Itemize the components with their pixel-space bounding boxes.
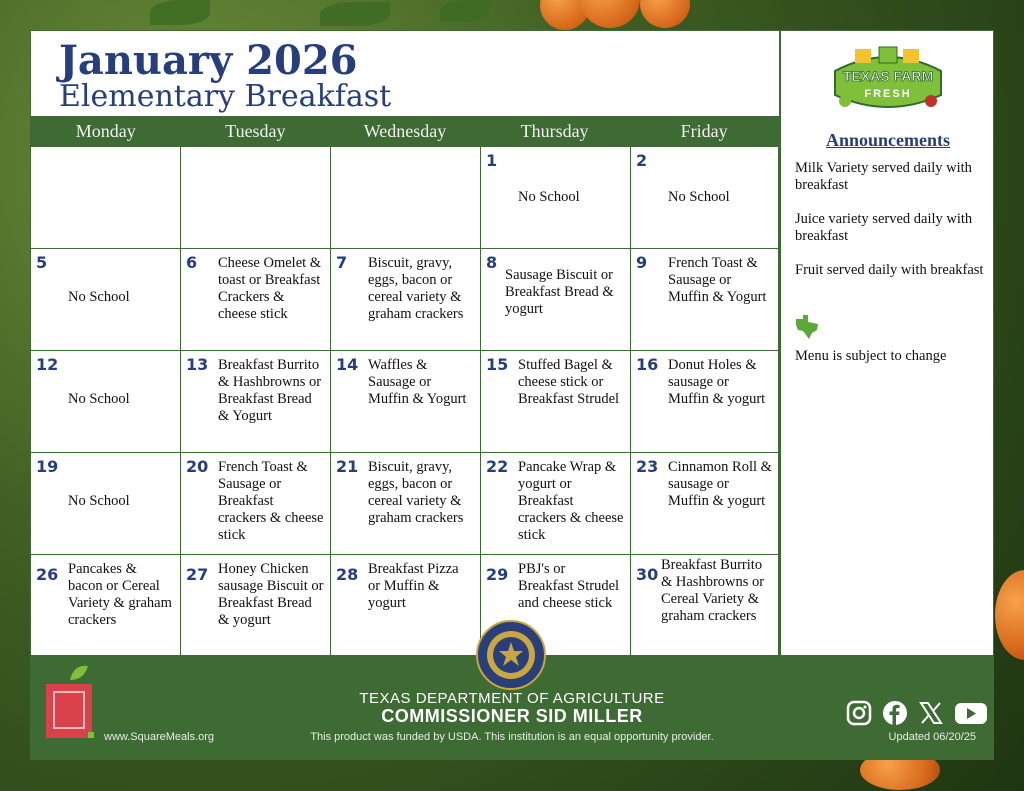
menu-text: Pancakes & bacon or Cereal Variety & graham crackers (68, 561, 172, 628)
x-icon[interactable] (918, 700, 944, 726)
menu-text: Honey Chicken sausage Biscuit or Breakfast Bread & yogurt (218, 561, 324, 628)
calendar-cell (331, 249, 481, 351)
calendar-cell (181, 249, 331, 351)
website-link[interactable]: www.SquareMeals.org (104, 731, 215, 743)
menu-text: Donut Holes & sausage or Muffin & yogurt (668, 357, 766, 407)
calendar-cell (31, 147, 181, 249)
calendar-cell (481, 249, 631, 351)
texas-map-icon (793, 313, 821, 341)
menu-text: Cinnamon Roll & sausage or Muffin & yogurt (668, 459, 772, 509)
calendar-cell (631, 147, 779, 249)
day-number: 2 (636, 151, 648, 170)
menu-text: No School (68, 493, 130, 509)
day-number: 16 (636, 355, 659, 374)
instagram-icon[interactable] (846, 700, 872, 726)
day-number: 7 (336, 253, 348, 272)
announcement-item: Juice variety served daily with breakfast (795, 211, 973, 244)
menu-text: Waffles & Sausage or Muffin & Yogurt (368, 357, 467, 407)
weekday-label: Tuesday (225, 121, 286, 141)
weekday-header (31, 116, 779, 147)
calendar-cell (31, 351, 181, 453)
menu-text: No School (68, 289, 130, 305)
menu-text: Biscuit, gravy, eggs, bacon or cereal variety & graham crackers (368, 459, 464, 526)
day-number: 28 (336, 565, 359, 584)
facebook-icon[interactable] (882, 700, 908, 726)
day-number: 5 (36, 253, 48, 272)
calendar-grid (31, 147, 779, 655)
commissioner-name: COMMISSIONER SID MILLER (381, 706, 643, 726)
announcement-item: Menu is subject to change (795, 348, 947, 364)
calendar-panel (30, 30, 780, 656)
weekday-label: Wednesday (363, 121, 447, 141)
page-title: January 2026 (59, 37, 358, 84)
announcement-item: Fruit served daily with breakfast (795, 262, 984, 278)
calendar-cell (631, 453, 779, 555)
day-number: 26 (36, 565, 59, 584)
menu-text: Cheese Omelet & toast or Breakfast Crackers & cheese stick (218, 255, 322, 322)
menu-text: No School (518, 189, 580, 205)
announcement-item: Milk Variety served daily with breakfast (795, 160, 972, 193)
department-seal (476, 620, 546, 690)
menu-text: No School (668, 189, 730, 205)
calendar-cell (31, 453, 181, 555)
calendar-cell (331, 147, 481, 249)
menu-text: Biscuit, gravy, eggs, bacon or cereal variety & graham crackers (368, 255, 464, 322)
texas-farm-fresh-logo (827, 43, 949, 121)
weekday-label: Thursday (520, 121, 589, 141)
day-number: 8 (486, 253, 498, 272)
menu-text: Breakfast Burrito & Hashbrowns or Breakfast Bread & Yogurt (218, 357, 322, 424)
updated-date: Updated 06/20/25 (888, 731, 976, 743)
calendar-cell (181, 555, 331, 657)
calendar-cell (31, 555, 181, 657)
logo-text-top: TEXAS FARM (842, 68, 934, 84)
menu-text: Breakfast Pizza or Muffin & yogurt (368, 561, 459, 611)
day-number: 20 (186, 457, 209, 476)
calendar-cell (631, 351, 779, 453)
calendar-cell (631, 249, 779, 351)
day-number: 21 (336, 457, 359, 476)
day-number: 30 (636, 565, 659, 584)
announcements-panel (780, 30, 994, 656)
calendar-cell (481, 351, 631, 453)
menu-text: French Toast & Sausage or Breakfast crackers & cheese stick (218, 459, 324, 543)
day-number: 27 (186, 565, 209, 584)
calendar-cell (331, 351, 481, 453)
menu-text: No School (68, 391, 130, 407)
day-number: 6 (186, 253, 198, 272)
day-number: 13 (186, 355, 209, 374)
menu-text: Pancake Wrap & yogurt or Breakfast crackers & cheese stick (518, 459, 624, 543)
social-links (846, 700, 988, 726)
calendar-cell (631, 555, 779, 657)
weekday-label: Monday (75, 121, 136, 141)
day-number: 15 (486, 355, 509, 374)
disclaimer-text: This product was funded by USDA. This institution is an equal opportunity provider. (310, 731, 714, 743)
footer-bar (30, 656, 994, 760)
announcements-title: Announcements (825, 130, 950, 150)
menu-text: Breakfast Burrito & Hashbrowns or Cereal Variety & graham crackers (661, 557, 765, 624)
menu-text: Stuffed Bagel & cheese stick or Breakfast Strudel (518, 357, 620, 407)
menu-text: Sausage Biscuit or Breakfast Bread & yogurt (505, 267, 614, 317)
day-number: 12 (36, 355, 59, 374)
logo-text-bottom: FRESH (864, 88, 912, 100)
page-subtitle: Elementary Breakfast (59, 79, 392, 114)
weekday-label: Friday (680, 121, 728, 141)
calendar-cell (331, 555, 481, 657)
calendar-cell (31, 249, 181, 351)
day-number: 9 (636, 253, 648, 272)
agency-name: TEXAS DEPARTMENT OF AGRICULTURE (359, 690, 665, 707)
day-number: 19 (36, 457, 59, 476)
calendar-cell (481, 147, 631, 249)
calendar-cell (331, 453, 481, 555)
menu-text: French Toast & Sausage or Muffin & Yogurt (668, 255, 767, 305)
calendar-cell (181, 351, 331, 453)
calendar-cell (181, 453, 331, 555)
day-number: 29 (486, 565, 509, 584)
menu-text: PBJ's or Breakfast Strudel and cheese stick (518, 561, 620, 611)
calendar-cell (481, 453, 631, 555)
youtube-icon[interactable] (954, 700, 988, 726)
day-number: 1 (486, 151, 498, 170)
calendar-cell (181, 147, 331, 249)
day-number: 22 (486, 457, 509, 476)
day-number: 14 (336, 355, 359, 374)
day-number: 23 (636, 457, 659, 476)
